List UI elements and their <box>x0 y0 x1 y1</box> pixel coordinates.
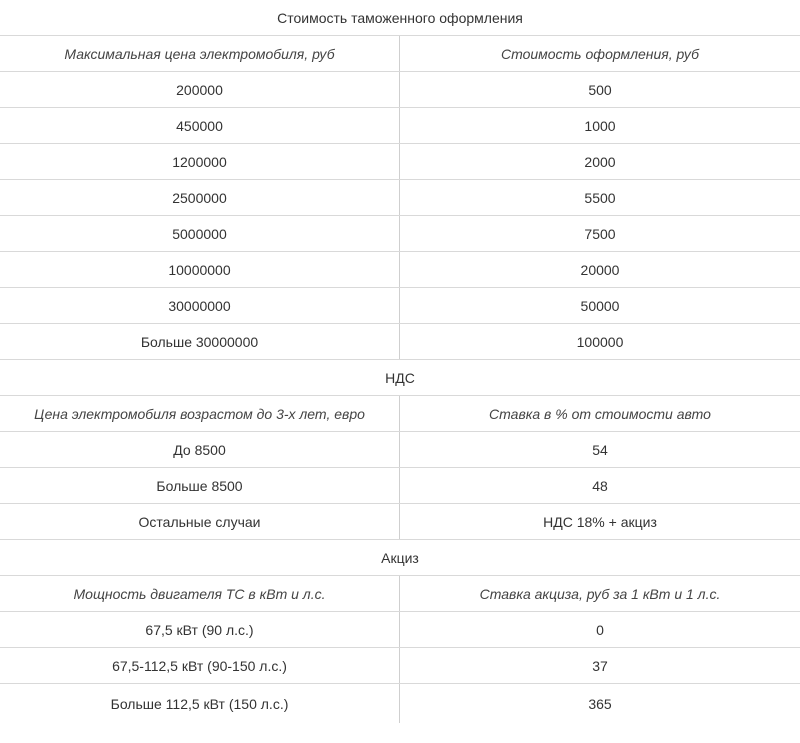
column-header: Ставка акциза, руб за 1 кВт и 1 л.с. <box>479 585 721 602</box>
table-row <box>0 432 800 468</box>
table-cell: 500 <box>588 81 612 98</box>
section-title: Стоимость таможенного оформления <box>277 9 523 26</box>
table-row <box>0 504 800 540</box>
table-cell: 37 <box>592 657 608 674</box>
table-row <box>0 216 800 252</box>
table-cell: 30000000 <box>0 288 400 323</box>
table-cell: Больше 112,5 кВт (150 л.с.) <box>0 684 400 723</box>
table-row <box>0 324 800 360</box>
table-cell: 67,5-112,5 кВт (90-150 л.с.) <box>0 648 400 683</box>
column-header: Мощность двигателя ТС в кВт и л.с. <box>0 576 400 611</box>
table-row <box>0 468 800 504</box>
table-cell: 0 <box>596 621 604 638</box>
table-cell: Больше 8500 <box>0 468 400 503</box>
section-title: НДС <box>385 369 415 386</box>
table-cell: 1200000 <box>0 144 400 179</box>
table-row <box>0 180 800 216</box>
table-cell: 20000 <box>580 261 620 278</box>
column-header: Максимальная цена электромобиля, руб <box>0 36 400 71</box>
header-row <box>0 36 800 72</box>
table-cell: 2500000 <box>0 180 400 215</box>
section-title-row <box>0 360 800 396</box>
section-title: Акциз <box>381 549 419 566</box>
header-row <box>0 396 800 432</box>
table-cell: 54 <box>592 441 608 458</box>
table-cell: 450000 <box>0 108 400 143</box>
table-cell: 5500 <box>584 189 616 206</box>
table-cell: 1000 <box>584 117 616 134</box>
table-row <box>0 72 800 108</box>
section-title-row <box>0 540 800 576</box>
table-row <box>0 684 800 723</box>
column-header: Цена электромобиля возрастом до 3-х лет, евро <box>0 396 400 431</box>
table-cell: 2000 <box>584 153 616 170</box>
table-cell: 200000 <box>0 72 400 107</box>
table-row <box>0 252 800 288</box>
column-header: Ставка в % от стоимости авто <box>489 405 711 422</box>
table-cell: Остальные случаи <box>0 504 400 539</box>
table-row <box>0 612 800 648</box>
table-row <box>0 108 800 144</box>
section-title-row <box>0 0 800 36</box>
table-row <box>0 288 800 324</box>
table-cell: 5000000 <box>0 216 400 251</box>
table-cell: 48 <box>592 477 608 494</box>
table-row <box>0 648 800 684</box>
header-row <box>0 576 800 612</box>
table-cell: 10000000 <box>0 252 400 287</box>
table-cell: 100000 <box>576 333 624 350</box>
table-cell: 67,5 кВт (90 л.с.) <box>0 612 400 647</box>
table-row <box>0 144 800 180</box>
table-cell: НДС 18% + акциз <box>543 513 657 530</box>
table-cell: Больше 30000000 <box>0 324 400 359</box>
table-cell: 365 <box>588 695 612 712</box>
table-cell: До 8500 <box>0 432 400 467</box>
column-header: Стоимость оформления, руб <box>500 45 700 62</box>
table-cell: 7500 <box>584 225 616 242</box>
table-cell: 50000 <box>580 297 620 314</box>
